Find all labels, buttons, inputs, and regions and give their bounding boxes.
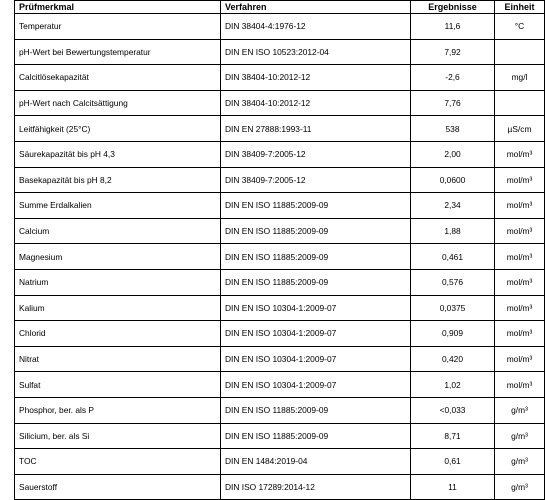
cell-pruefmerkmal: Sauerstoff [15, 474, 221, 500]
cell-pruefmerkmal: TOC [15, 449, 221, 475]
cell-ergebnis: 1,88 [411, 218, 495, 244]
cell-pruefmerkmal: Calcium [15, 218, 221, 244]
cell-verfahren: DIN 38409-7:2005-12 [221, 167, 411, 193]
cell-pruefmerkmal: Calcitlösekapazität [15, 65, 221, 91]
cell-pruefmerkmal: Chlorid [15, 321, 221, 347]
cell-pruefmerkmal: Magnesium [15, 244, 221, 270]
cell-einheit: °C [495, 14, 545, 40]
header-verfahren: Verfahren [221, 1, 411, 14]
header-ergebnisse: Ergebnisse [411, 1, 495, 14]
cell-einheit [495, 39, 545, 65]
table-row [15, 295, 545, 321]
cell-pruefmerkmal: Säurekapazität bis pH 4,3 [15, 141, 221, 167]
cell-pruefmerkmal: pH-Wert bei Bewertungstemperatur [15, 39, 221, 65]
cell-einheit: mol/m³ [495, 167, 545, 193]
cell-verfahren: DIN EN ISO 10304-1:2009-07 [221, 372, 411, 398]
cell-verfahren: DIN EN ISO 10304-1:2009-07 [221, 295, 411, 321]
cell-einheit: mol/m³ [495, 218, 545, 244]
cell-verfahren: DIN EN ISO 10523:2012-04 [221, 39, 411, 65]
cell-ergebnis: <0,033 [411, 397, 495, 423]
analysis-table-container [14, 0, 544, 500]
table-row [15, 423, 545, 449]
cell-pruefmerkmal: Summe Erdalkalien [15, 193, 221, 219]
table-row [15, 193, 545, 219]
cell-einheit: mol/m³ [495, 321, 545, 347]
cell-einheit: mg/l [495, 65, 545, 91]
table-row [15, 372, 545, 398]
cell-verfahren: DIN EN ISO 10304-1:2009-07 [221, 321, 411, 347]
table-row [15, 321, 545, 347]
cell-verfahren: DIN EN ISO 11885:2009-09 [221, 193, 411, 219]
cell-verfahren: DIN 38404-4:1976-12 [221, 14, 411, 40]
cell-ergebnis: 8,71 [411, 423, 495, 449]
cell-pruefmerkmal: Basekapazität bis pH 8,2 [15, 167, 221, 193]
cell-ergebnis: 0,909 [411, 321, 495, 347]
cell-einheit: mol/m³ [495, 346, 545, 372]
cell-verfahren: DIN EN ISO 10304-1:2009-07 [221, 346, 411, 372]
table-row [15, 269, 545, 295]
header-einheit: Einheit [495, 1, 545, 14]
cell-verfahren: DIN EN ISO 11885:2009-09 [221, 218, 411, 244]
cell-pruefmerkmal: pH-Wert nach Calcitsättigung [15, 90, 221, 116]
cell-verfahren: DIN 38409-7:2005-12 [221, 141, 411, 167]
cell-pruefmerkmal: Silicium, ber. als Si [15, 423, 221, 449]
cell-verfahren: DIN EN ISO 11885:2009-09 [221, 423, 411, 449]
table-body [15, 14, 545, 500]
water-analysis-table [14, 0, 545, 500]
cell-ergebnis: 2,34 [411, 193, 495, 219]
cell-ergebnis: 0,0600 [411, 167, 495, 193]
cell-ergebnis: 0,0375 [411, 295, 495, 321]
cell-pruefmerkmal: Sulfat [15, 372, 221, 398]
cell-ergebnis: 7,92 [411, 39, 495, 65]
cell-ergebnis: 11,6 [411, 14, 495, 40]
cell-ergebnis: 0,420 [411, 346, 495, 372]
cell-einheit: g/m³ [495, 449, 545, 475]
table-row [15, 397, 545, 423]
cell-verfahren: DIN EN ISO 11885:2009-09 [221, 244, 411, 270]
table-row [15, 244, 545, 270]
cell-einheit: mol/m³ [495, 141, 545, 167]
cell-pruefmerkmal: Leitfähigkeit (25°C) [15, 116, 221, 142]
table-row [15, 116, 545, 142]
cell-verfahren: DIN EN ISO 11885:2009-09 [221, 269, 411, 295]
cell-einheit: mol/m³ [495, 244, 545, 270]
cell-verfahren: DIN EN ISO 11885:2009-09 [221, 397, 411, 423]
cell-pruefmerkmal: Natrium [15, 269, 221, 295]
cell-ergebnis: 11 [411, 474, 495, 500]
cell-verfahren: DIN EN 27888:1993-11 [221, 116, 411, 142]
cell-ergebnis: 0,61 [411, 449, 495, 475]
cell-pruefmerkmal: Kalium [15, 295, 221, 321]
cell-verfahren: DIN 38404-10:2012-12 [221, 90, 411, 116]
table-row [15, 141, 545, 167]
cell-verfahren: DIN ISO 17289:2014-12 [221, 474, 411, 500]
table-row [15, 218, 545, 244]
cell-einheit: mol/m³ [495, 372, 545, 398]
table-row [15, 449, 545, 475]
table-row [15, 474, 545, 500]
table-row [15, 14, 545, 40]
cell-einheit: µS/cm [495, 116, 545, 142]
header-pruefmerkmal: Prüfmerkmal [15, 1, 221, 14]
cell-pruefmerkmal: Phosphor, ber. als P [15, 397, 221, 423]
table-row [15, 90, 545, 116]
cell-ergebnis: 7,76 [411, 90, 495, 116]
cell-einheit [495, 90, 545, 116]
table-row [15, 167, 545, 193]
cell-pruefmerkmal: Temperatur [15, 14, 221, 40]
cell-einheit: g/m³ [495, 423, 545, 449]
cell-einheit: g/m³ [495, 474, 545, 500]
cell-einheit: mol/m³ [495, 295, 545, 321]
table-header-row [15, 1, 545, 14]
cell-ergebnis: 538 [411, 116, 495, 142]
cell-ergebnis: 0,576 [411, 269, 495, 295]
cell-pruefmerkmal: Nitrat [15, 346, 221, 372]
table-row [15, 346, 545, 372]
table-row [15, 65, 545, 91]
cell-ergebnis: 2,00 [411, 141, 495, 167]
cell-verfahren: DIN 38404-10:2012-12 [221, 65, 411, 91]
cell-ergebnis: 0,461 [411, 244, 495, 270]
cell-einheit: mol/m³ [495, 193, 545, 219]
cell-verfahren: DIN EN 1484:2019-04 [221, 449, 411, 475]
cell-einheit: g/m³ [495, 397, 545, 423]
table-row [15, 39, 545, 65]
cell-ergebnis: 1,02 [411, 372, 495, 398]
cell-einheit: mol/m³ [495, 269, 545, 295]
cell-ergebnis: -2,6 [411, 65, 495, 91]
